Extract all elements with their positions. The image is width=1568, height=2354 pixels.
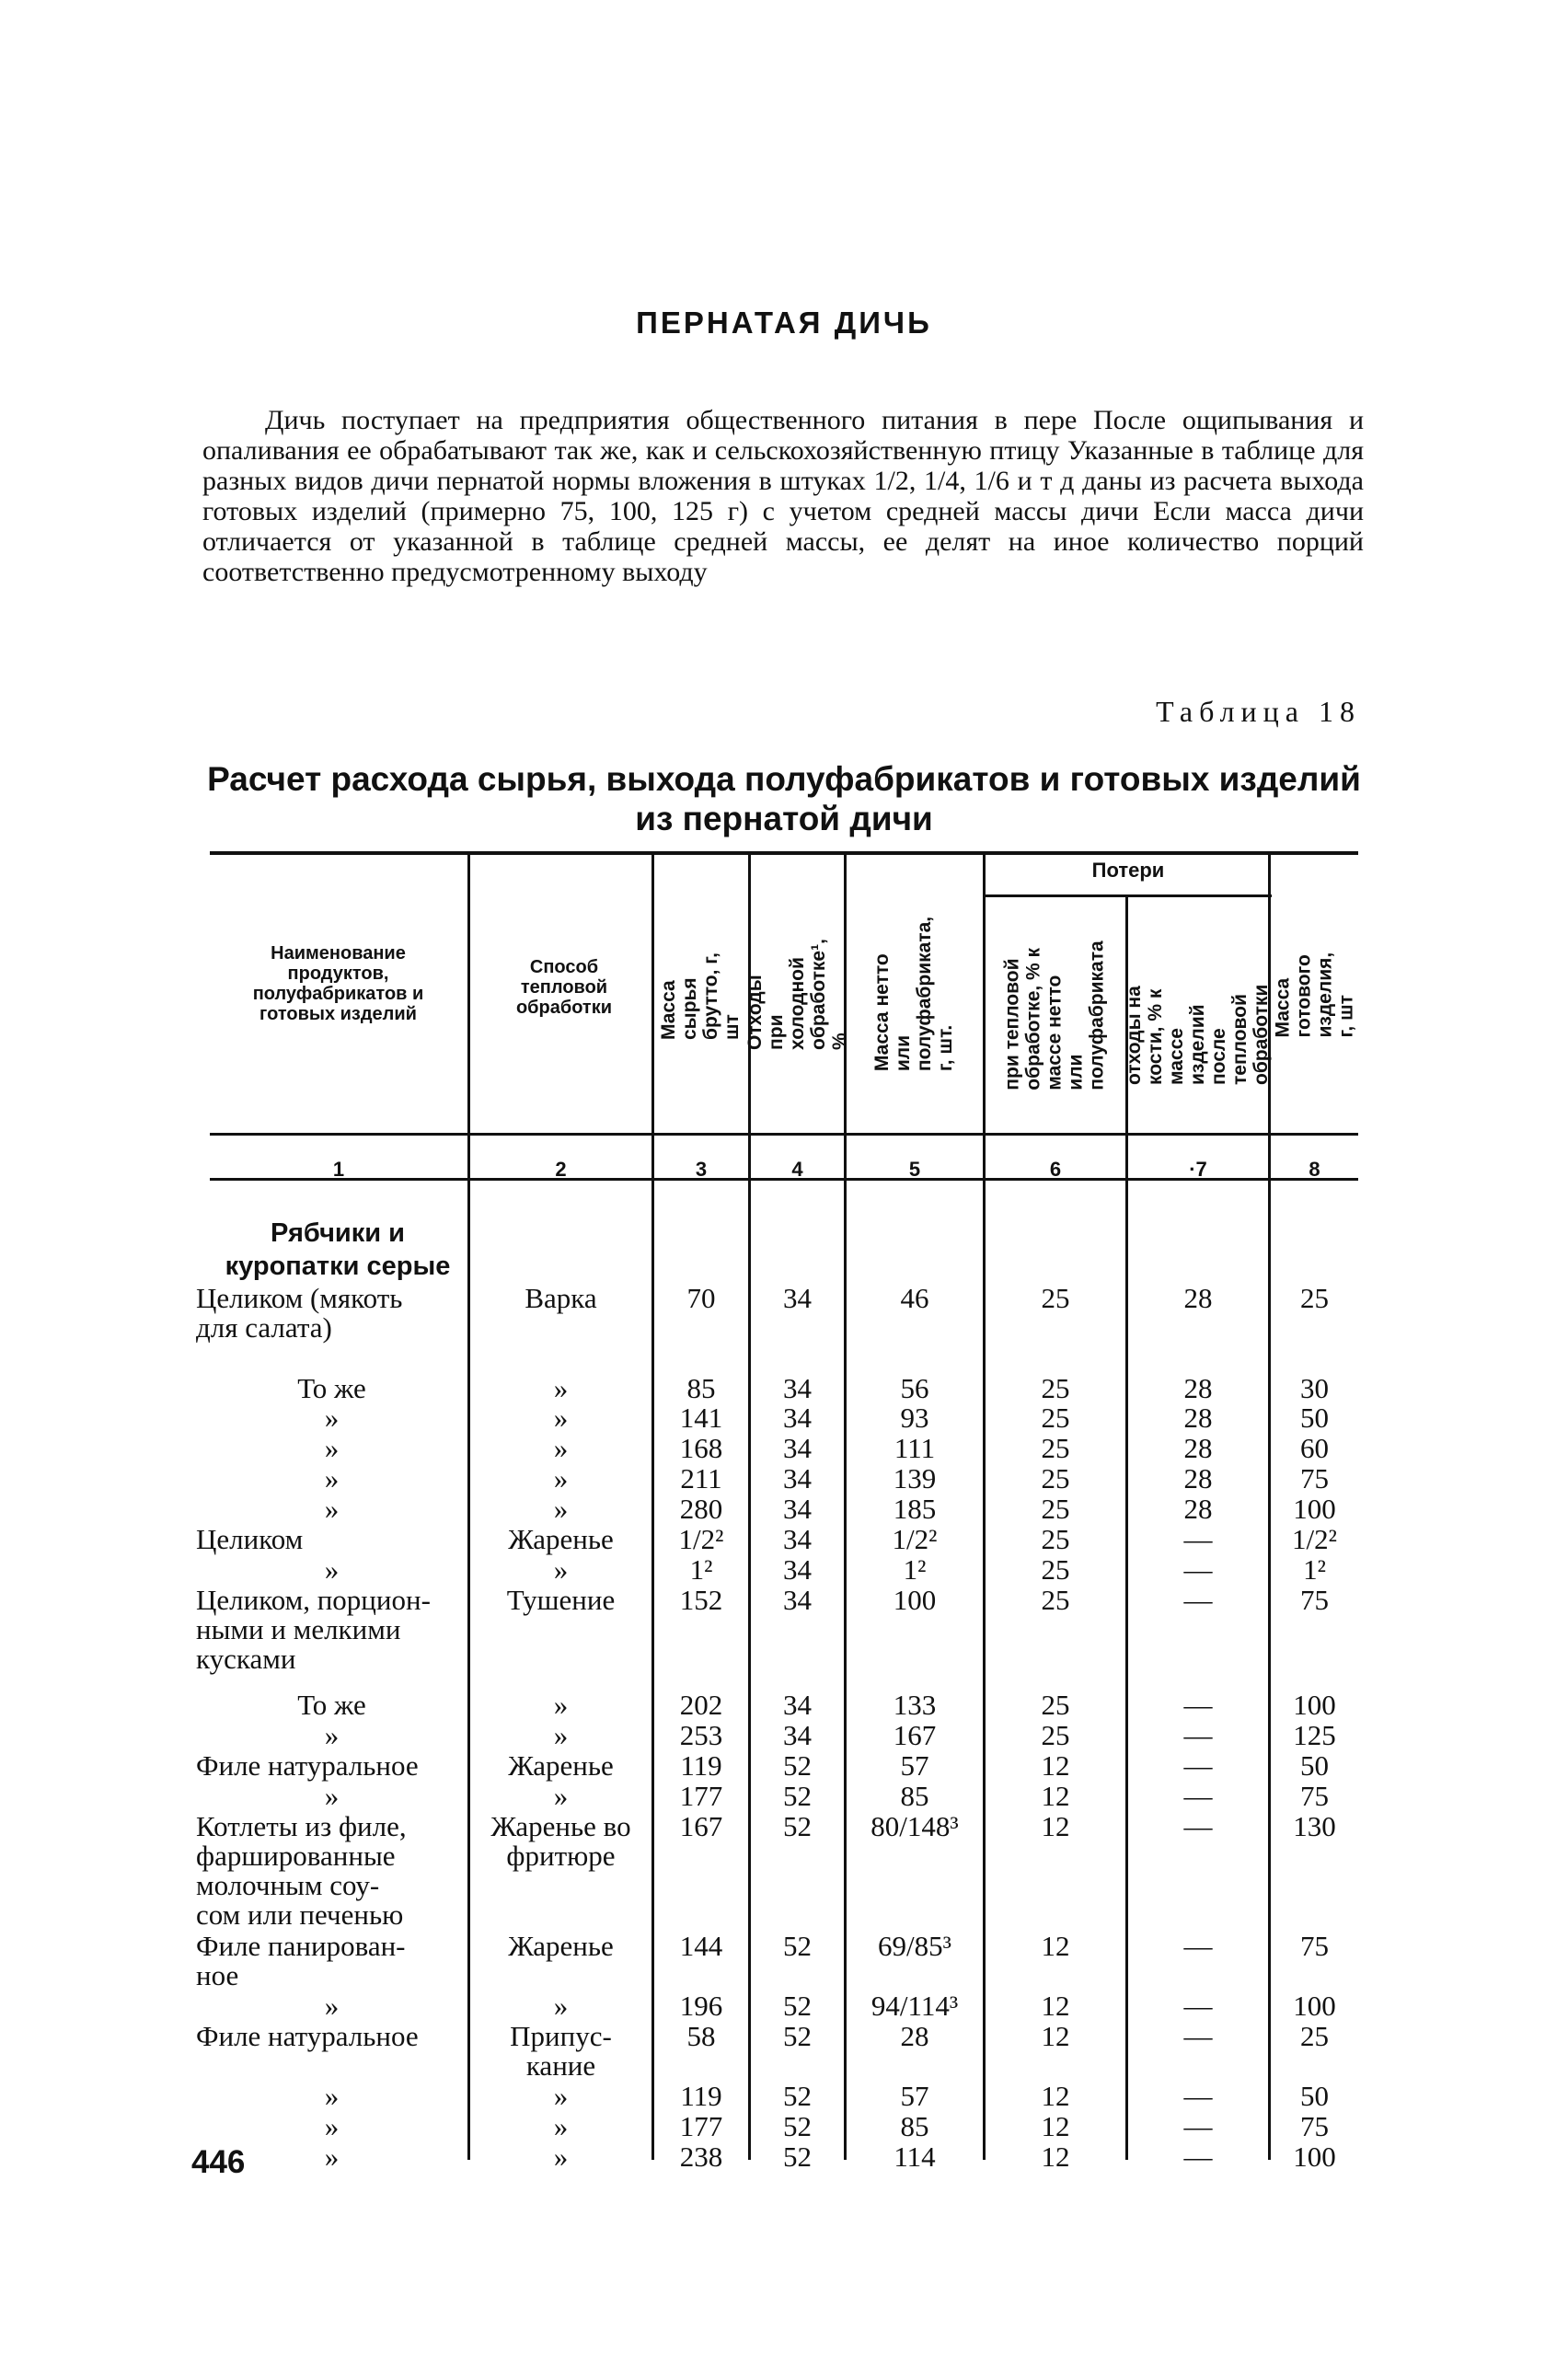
cell-net: 28	[900, 2020, 929, 2052]
cell-yield: 1/2²	[1292, 1523, 1337, 1555]
cell-yield: 50	[1300, 1402, 1329, 1434]
cell-heat: 25	[1041, 1402, 1070, 1434]
cell-heat: 12	[1041, 1749, 1070, 1782]
cell-bones: 28	[1183, 1282, 1213, 1314]
cell-yield: 75	[1300, 1462, 1329, 1494]
cell-waste: 52	[783, 1749, 812, 1782]
cell-net: 69/85³	[878, 1930, 951, 1962]
column-number-2: 2	[555, 1158, 567, 1181]
cell-yield: 50	[1300, 1749, 1329, 1782]
cell-heat: 12	[1041, 2080, 1070, 2112]
page-number: 446	[191, 2144, 246, 2180]
cell-name: Целиком	[196, 1523, 304, 1555]
header-bottom-rule	[210, 1133, 1358, 1136]
cell-gross: 196	[679, 1990, 723, 2022]
cell-name: »	[324, 2141, 340, 2173]
header-losses-group: Потери	[1091, 859, 1165, 882]
cell-name: Филе натуральное	[196, 1749, 419, 1782]
cell-gross: 202	[679, 1689, 723, 1721]
cell-method: »	[553, 1432, 569, 1464]
cell-heat: 12	[1041, 1810, 1070, 1842]
cell-net: 57	[900, 1749, 929, 1782]
cell-net: 185	[893, 1493, 937, 1525]
cell-heat: 12	[1041, 2110, 1070, 2142]
cell-method: »	[553, 1689, 569, 1721]
cell-yield: 75	[1300, 1930, 1329, 1962]
cell-bones: —	[1183, 2080, 1213, 2112]
cell-waste: 52	[783, 2141, 812, 2173]
cell-heat: 12	[1041, 2141, 1070, 2173]
cell-bones: —	[1183, 1523, 1213, 1555]
cell-yield: 100	[1293, 1990, 1336, 2022]
cell-gross: 85	[686, 1372, 716, 1404]
cell-net: 57	[900, 2080, 929, 2112]
cell-name: Целиком (мякоть для салата)	[196, 1282, 403, 1344]
cell-name: »	[324, 1493, 340, 1525]
column-number-5: 5	[908, 1158, 921, 1181]
cell-heat: 25	[1041, 1553, 1070, 1586]
cell-gross: 144	[679, 1930, 723, 1962]
cell-net: 139	[893, 1462, 937, 1494]
cell-bones: 28	[1183, 1402, 1213, 1434]
cell-yield: 100	[1293, 1689, 1336, 1721]
cell-method: »	[553, 1462, 569, 1494]
cell-yield: 25	[1300, 1282, 1329, 1314]
cell-waste: 34	[783, 1282, 812, 1314]
cell-net: 85	[900, 1780, 929, 1812]
cell-method: Жаренье	[508, 1523, 614, 1555]
cell-name: »	[324, 2080, 340, 2112]
cell-method: »	[553, 1780, 569, 1812]
cell-heat: 25	[1041, 1719, 1070, 1751]
column-number-1: 1	[332, 1158, 345, 1181]
cell-net: 93	[900, 1402, 929, 1434]
cell-bones: —	[1183, 1689, 1213, 1721]
table-title: Расчет расхода сырья, выхода полуфабрикатов и готовых изделий из пернатой дичи	[207, 760, 1361, 837]
cell-heat: 25	[1041, 1584, 1070, 1616]
cell-net: 133	[893, 1689, 937, 1721]
cell-heat: 25	[1041, 1372, 1070, 1404]
cell-name: Целиком, порцион- ными и мелкими кусками	[196, 1584, 431, 1675]
cell-heat: 25	[1041, 1689, 1070, 1721]
cell-waste: 52	[783, 1990, 812, 2022]
cell-bones: —	[1183, 2141, 1213, 2173]
cell-yield: 30	[1300, 1372, 1329, 1404]
column-number-3: 3	[695, 1158, 708, 1181]
cell-name: »	[324, 1432, 340, 1464]
cell-waste: 34	[783, 1372, 812, 1404]
cell-gross: 1²	[689, 1553, 713, 1586]
cell-gross: 177	[679, 2110, 723, 2142]
column-number-4: 4	[791, 1158, 803, 1181]
cell-gross: 280	[679, 1493, 723, 1525]
cell-yield: 75	[1300, 1780, 1329, 1812]
cell-gross: 167	[679, 1810, 723, 1842]
cell-gross: 58	[686, 2020, 716, 2052]
header-waste-cold: Отходы при холодной обработке¹, %	[744, 938, 850, 1050]
cell-method: »	[553, 2141, 569, 2173]
section-title: ПЕРНАТАЯ ДИЧЬ	[636, 306, 932, 340]
cell-net: 111	[894, 1432, 936, 1464]
cell-bones: —	[1183, 1749, 1213, 1782]
cell-net: 46	[900, 1282, 929, 1314]
column-number-6: 6	[1049, 1158, 1062, 1181]
cell-waste: 52	[783, 1780, 812, 1812]
cell-net: 1²	[903, 1553, 927, 1586]
cell-name: Филе натуральное	[196, 2020, 419, 2052]
cell-gross: 141	[679, 1402, 723, 1434]
cell-method: »	[553, 2110, 569, 2142]
cell-heat: 12	[1041, 1780, 1070, 1812]
cell-bones: 28	[1183, 1432, 1213, 1464]
cell-bones: —	[1183, 1930, 1213, 1962]
cell-gross: 119	[680, 1749, 722, 1782]
cell-yield: 130	[1293, 1810, 1336, 1842]
header-name: Наименование продуктов, полуфабрикатов и готовых изделий	[252, 943, 424, 1024]
cell-net: 114	[894, 2141, 936, 2173]
cell-net: 80/148³	[870, 1810, 959, 1842]
cell-bones: 28	[1183, 1372, 1213, 1404]
cell-heat: 12	[1041, 1930, 1070, 1962]
cell-waste: 34	[783, 1432, 812, 1464]
cell-name: »	[324, 1402, 340, 1434]
intro-paragraph: Дичь поступает на предприятия общественного питания в пере После ощипывания и опаливания ее обрабатывают так же, как и сельскохозяйственную птицу Указанные в таблице для разных видов дичи пернатой нормы вложения в штуках 1/2, 1/4, 1/6 и т д даны из расчета выхода готовых изделий (примерно 75, 100, 125 г) с учетом средней массы дичи Если масса дичи отличается от указанной в таблице средней массы, ее делят на иное количество порций соответственно предусмотренному выходу	[202, 405, 1364, 587]
cell-yield: 60	[1300, 1432, 1329, 1464]
cell-heat: 12	[1041, 2020, 1070, 2052]
cell-net: 85	[900, 2110, 929, 2142]
cell-yield: 1²	[1303, 1553, 1326, 1586]
cell-bones: —	[1183, 2110, 1213, 2142]
cell-gross: 238	[679, 2141, 723, 2173]
cell-name: Филе панирован- ное	[196, 1930, 406, 1991]
cell-method: »	[553, 1990, 569, 2022]
cell-waste: 52	[783, 2110, 812, 2142]
header-gross: Масса сырья брутто, г, шт	[658, 952, 743, 1040]
cell-waste: 34	[783, 1689, 812, 1721]
cell-waste: 52	[783, 2020, 812, 2052]
cell-heat: 25	[1041, 1282, 1070, 1314]
header-net: Масса нетто или полуфабриката, г, шт.	[871, 916, 957, 1072]
cell-name: »	[324, 1553, 340, 1586]
cell-bones: —	[1183, 1990, 1213, 2022]
cell-name: То же	[297, 1689, 366, 1721]
cell-method: »	[553, 1402, 569, 1434]
cell-bones: —	[1183, 1553, 1213, 1586]
cell-method: »	[553, 1493, 569, 1525]
header-method: Способ тепловой обработки	[515, 957, 613, 1018]
cell-method: Жаренье во фритюре	[490, 1810, 631, 1872]
cell-method: »	[553, 2080, 569, 2112]
cell-method: Варка	[525, 1282, 597, 1314]
cell-heat: 25	[1041, 1462, 1070, 1494]
cell-waste: 34	[783, 1402, 812, 1434]
cell-gross: 168	[679, 1432, 723, 1464]
cell-waste: 34	[783, 1553, 812, 1586]
table-number: Таблица 18	[1156, 695, 1361, 728]
cell-heat: 25	[1041, 1493, 1070, 1525]
cell-bones: —	[1183, 1719, 1213, 1751]
cell-method: »	[553, 1372, 569, 1404]
cell-method: »	[553, 1719, 569, 1751]
cell-bones: 28	[1183, 1462, 1213, 1494]
cell-waste: 34	[783, 1719, 812, 1751]
header-loss-bones: отходы на кости, % к массе изделий после тепловой обработки	[1124, 984, 1272, 1085]
cell-name: »	[324, 1780, 340, 1812]
cell-gross: 119	[680, 2080, 722, 2112]
cell-gross: 152	[679, 1584, 723, 1616]
cell-yield: 75	[1300, 2110, 1329, 2142]
column-number-8: 8	[1309, 1158, 1320, 1181]
cell-yield: 100	[1293, 2141, 1336, 2173]
cell-yield: 25	[1300, 2020, 1329, 2052]
cell-heat: 12	[1041, 1990, 1070, 2022]
cell-gross: 70	[686, 1282, 716, 1314]
cell-bones: —	[1183, 1584, 1213, 1616]
cell-yield: 100	[1293, 1493, 1336, 1525]
cell-method: Жаренье	[508, 1930, 614, 1962]
cell-method: Припус- кание	[510, 2020, 612, 2082]
cell-method: Жаренье	[508, 1749, 614, 1782]
cell-waste: 52	[783, 2080, 812, 2112]
cell-heat: 25	[1041, 1523, 1070, 1555]
cell-method: Тушение	[506, 1584, 616, 1616]
cell-name: То же	[297, 1372, 366, 1404]
cell-net: 1/2²	[892, 1523, 938, 1555]
cell-yield: 75	[1300, 1584, 1329, 1616]
cell-heat: 25	[1041, 1432, 1070, 1464]
cell-net: 56	[900, 1372, 929, 1404]
cell-bones: —	[1183, 1780, 1213, 1812]
cell-waste: 34	[783, 1584, 812, 1616]
cell-waste: 52	[783, 1930, 812, 1962]
cell-gross: 1/2²	[678, 1523, 724, 1555]
cell-gross: 253	[679, 1719, 723, 1751]
group-title: Рябчики и куропатки серые	[225, 1218, 451, 1281]
cell-waste: 34	[783, 1462, 812, 1494]
cell-method: »	[553, 1553, 569, 1586]
cell-name: Котлеты из филе, фаршированные молочным соу- сом или печенью	[196, 1810, 407, 1931]
cell-name: »	[324, 1719, 340, 1751]
cell-bones: —	[1183, 2020, 1213, 2052]
losses-group-rule	[985, 894, 1272, 897]
column-number-7: ·7	[1189, 1158, 1207, 1181]
cell-name: »	[324, 1990, 340, 2022]
cell-gross: 211	[680, 1462, 722, 1494]
cell-name: »	[324, 2110, 340, 2142]
cell-waste: 52	[783, 1810, 812, 1842]
cell-net: 94/114³	[870, 1990, 959, 2022]
cell-yield: 125	[1293, 1719, 1336, 1751]
cell-waste: 34	[783, 1493, 812, 1525]
header-yield: Масса готового изделия, г, шт	[1272, 952, 1357, 1038]
cell-waste: 34	[783, 1523, 812, 1555]
cell-gross: 177	[679, 1780, 723, 1812]
cell-yield: 50	[1300, 2080, 1329, 2112]
cell-name: »	[324, 1462, 340, 1494]
cell-bones: —	[1183, 1810, 1213, 1842]
cell-net: 100	[893, 1584, 937, 1616]
cell-net: 167	[893, 1719, 937, 1751]
header-loss-heat: при тепловой обработке, % к массе нетто или полуфабриката	[1002, 940, 1108, 1090]
cell-bones: 28	[1183, 1493, 1213, 1525]
